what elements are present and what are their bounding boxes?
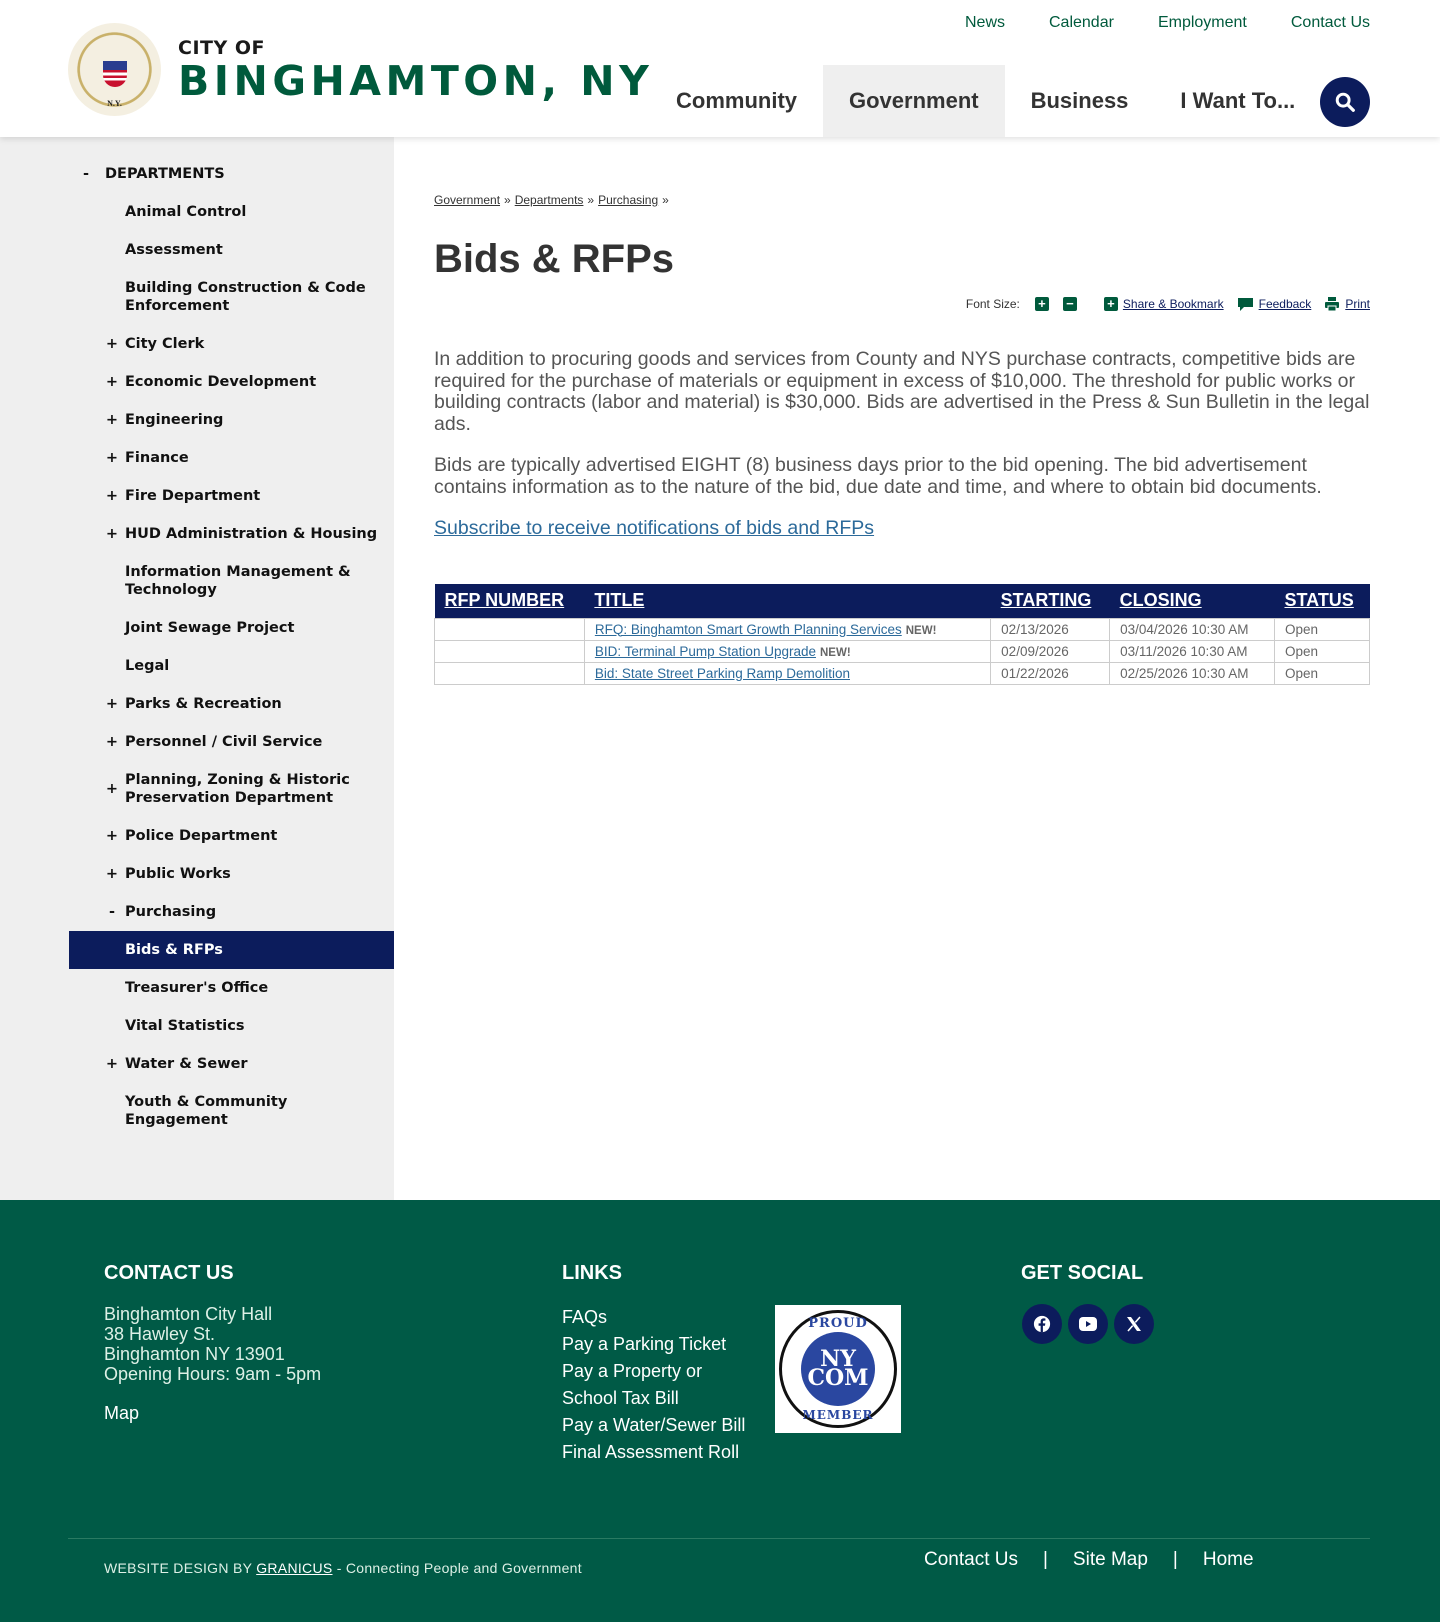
sidebar-item-label: Water & Sewer [125, 1056, 248, 1072]
facebook-icon [1033, 1315, 1051, 1333]
title-cell [584, 640, 990, 662]
footer-contact-address: Binghamton City Hall 38 Hawley St. Binghamton NY 13901 Opening Hours: 9am - 5pm [104, 1304, 322, 1384]
sidebar-item-parks-recreation[interactable] [69, 685, 394, 723]
sidebar-item-building-construction-code-enforcement[interactable] [69, 269, 394, 325]
utility-link-news[interactable]: News [964, 14, 1005, 31]
expand-toggle-icon[interactable]: + [105, 734, 119, 750]
breadcrumb-departments[interactable]: Departments [514, 193, 584, 207]
footer-bottom-links: Contact Us | Site Map | Home [924, 1549, 1254, 1570]
sidebar-item-label: Joint Sewage Project [125, 620, 295, 636]
sidebar-item-label: City Clerk [125, 336, 205, 352]
sidebar-item-hud-administration-housing[interactable] [69, 515, 394, 553]
sidebar-item-economic-development[interactable] [69, 363, 394, 401]
starting-cell: 02/13/2026 [991, 618, 1110, 640]
closing-cell: 02/25/2026 10:30 AM [1110, 662, 1275, 684]
sidebar-item-label: Personnel / Civil Service [125, 734, 323, 750]
sidebar-item-departments[interactable]: - DEPARTMENTS [83, 166, 225, 182]
sort-closing[interactable]: CLOSING [1119, 590, 1202, 611]
font-size-label: Font Size: [965, 297, 1020, 311]
footer-bottom-home[interactable]: Home [1202, 1549, 1254, 1570]
status-cell: Open [1274, 640, 1369, 662]
sidebar [0, 137, 394, 1200]
footer-links-title: LINKS [562, 1262, 622, 1284]
footer-bottom-site-map[interactable]: Site Map [1072, 1549, 1148, 1570]
sidebar-item-animal-control[interactable] [69, 193, 394, 231]
sidebar-item-planning-zoning-historic-preservation-department[interactable] [69, 761, 394, 817]
print [1325, 297, 1370, 311]
x-icon [1126, 1316, 1142, 1332]
feedback [1238, 297, 1312, 311]
utility-link-contact-us[interactable]: Contact Us [1290, 14, 1370, 31]
x-twitter-button[interactable] [1114, 1304, 1154, 1344]
sidebar-item-label: Public Works [125, 866, 231, 882]
sidebar-item-public-works[interactable] [69, 855, 394, 893]
expand-toggle-icon[interactable]: + [105, 1056, 119, 1072]
bid-title-link[interactable]: RFQ: Binghamton Smart Growth Planning Services [594, 621, 902, 637]
utility-link-employment[interactable]: Employment [1157, 14, 1247, 31]
utility-nav [921, 14, 1370, 32]
font-increase-button[interactable]: + [1035, 297, 1049, 311]
footer-link-faqs[interactable]: FAQs [562, 1307, 608, 1327]
expand-toggle-icon[interactable]: + [105, 374, 119, 390]
sidebar-item-purchasing[interactable] [69, 893, 394, 931]
sidebar-item-assessment[interactable] [69, 231, 394, 269]
sidebar-item-label: Legal [125, 658, 170, 674]
sidebar-item-engineering[interactable] [69, 401, 394, 439]
table-header-row [435, 584, 1370, 618]
sidebar-item-label: Fire Department [125, 488, 261, 504]
sidebar-item-label: Vital Statistics [125, 1018, 245, 1034]
footer-link-water-sewer[interactable]: Pay a Water/Sewer Bill [562, 1415, 746, 1435]
sidebar-item-label: Animal Control [125, 204, 247, 220]
footer-link-assessment-roll[interactable]: Final Assessment Roll [562, 1442, 740, 1462]
table-row [435, 662, 1370, 684]
social-links [1022, 1304, 1154, 1344]
expand-toggle-icon[interactable]: + [105, 526, 119, 542]
new-badge: NEW! [905, 624, 937, 637]
nav-government[interactable]: Government [823, 65, 1005, 137]
intro-text [434, 349, 1370, 540]
footer-credit: WEBSITE DESIGN BY GRANICUS - Connecting People and Government [104, 1560, 582, 1576]
title-cell [584, 618, 990, 640]
expand-toggle-icon[interactable]: + [105, 412, 119, 428]
nav-business[interactable]: Business [1030, 88, 1129, 113]
sidebar-item-label: HUD Administration & Housing [125, 526, 378, 542]
youtube-button[interactable] [1068, 1304, 1108, 1344]
intro-paragraph-1: In addition to procuring goods and services from County and NYS purchase contracts, competitive bids are required for the purchase of materials or equipment in excess of $10,000. The threshold for public works or building contracts (labor and material) is $30,000. Bids are advertised in the Press & Sun Bulletin in the legal ads. [434, 348, 1370, 435]
footer-divider [68, 1538, 1370, 1539]
sidebar-item-information-management-technology[interactable] [69, 553, 394, 609]
expand-toggle-icon[interactable]: + [105, 828, 119, 844]
sort-status[interactable]: STATUS [1284, 590, 1354, 611]
sidebar-item-label: Purchasing [125, 904, 217, 920]
footer-links-list [562, 1304, 762, 1466]
title-cell [584, 662, 990, 684]
expand-toggle-icon[interactable]: + [105, 336, 119, 352]
nav-i-want-to[interactable]: I Want To... [1180, 88, 1296, 113]
sidebar-item-personnel-civil-service[interactable] [69, 723, 394, 761]
rfp-number-cell [435, 640, 585, 662]
collapse-toggle-icon[interactable]: - [83, 166, 90, 182]
closing-cell: 03/11/2026 10:30 AM [1110, 640, 1275, 662]
expand-toggle-icon[interactable]: + [105, 488, 119, 504]
sidebar-item-legal[interactable] [69, 647, 394, 685]
footer-bottom-contact-us[interactable]: Contact Us [924, 1549, 1018, 1570]
sidebar-item-youth-community-engagement[interactable] [69, 1083, 394, 1139]
site-footer [0, 1200, 1440, 1622]
search-button[interactable] [1320, 77, 1370, 127]
starting-cell: 02/09/2026 [991, 640, 1110, 662]
sort-starting[interactable]: STARTING [1000, 590, 1092, 611]
nycom-member-badge[interactable]: PROUD NY COM MEMBER [775, 1305, 901, 1433]
expand-toggle-icon[interactable]: + [105, 696, 119, 712]
sidebar-item-treasurer-s-office[interactable] [69, 969, 394, 1007]
footer-map-link[interactable]: Map [104, 1403, 140, 1423]
sidebar-item-label: Youth & Community Engagement [125, 1094, 288, 1128]
breadcrumb-purchasing[interactable]: Purchasing [598, 193, 659, 207]
font-decrease-button[interactable]: − [1063, 297, 1077, 311]
feedback-link[interactable]: Feedback [1258, 297, 1312, 311]
intro-paragraph-2: Bids are typically advertised EIGHT (8) business days prior to the bid opening. The bid advertisement contains information as to the nature of the bid, due date and time, and where to obtain bid documents. [434, 454, 1322, 498]
facebook-button[interactable] [1022, 1304, 1062, 1344]
starting-cell: 01/22/2026 [991, 662, 1110, 684]
nav-community[interactable]: Community [676, 88, 797, 113]
share-plus-icon: + [1104, 297, 1118, 311]
sidebar-item-label: Engineering [125, 412, 224, 428]
share-bookmark-link[interactable]: Share & Bookmark [1122, 297, 1224, 311]
breadcrumb-government[interactable]: Government [434, 193, 501, 207]
sort-title[interactable]: TITLE [594, 590, 645, 611]
granicus-link[interactable]: GRANICUS [256, 1560, 333, 1576]
expand-toggle-icon[interactable]: + [105, 450, 119, 466]
bid-title-link[interactable]: Bid: State Street Parking Ramp Demolition [594, 665, 850, 681]
closing-cell: 03/04/2026 10:30 AM [1110, 618, 1275, 640]
site-logo[interactable] [68, 23, 653, 116]
breadcrumb: Government » Departments » Purchasing » [434, 193, 669, 207]
subscribe-link[interactable]: Subscribe to receive notifications of bids and RFPs [434, 517, 875, 539]
sidebar-item-label: Information Management & Technology [125, 564, 351, 598]
footer-social-title: GET SOCIAL [1021, 1262, 1144, 1284]
sidebar-item-city-clerk[interactable] [69, 325, 394, 363]
sidebar-item-label: Finance [125, 450, 189, 466]
page-tools [966, 297, 1370, 311]
site-header [0, 0, 1440, 137]
sort-rfp-number[interactable]: RFP NUMBER [444, 590, 565, 611]
expand-toggle-icon[interactable]: + [105, 866, 119, 882]
sidebar-item-finance[interactable] [69, 439, 394, 477]
sidebar-item-label: Economic Development [125, 374, 317, 390]
bids-table [434, 584, 1370, 685]
rfp-number-cell [435, 662, 585, 684]
footer-link-property-tax[interactable]: Pay a Property or School Tax Bill [562, 1361, 703, 1408]
status-cell: Open [1274, 618, 1369, 640]
sidebar-item-label: Treasurer's Office [125, 980, 269, 996]
sidebar-nav [69, 155, 394, 1139]
expand-toggle-icon[interactable]: + [105, 781, 119, 797]
sidebar-item-police-department[interactable] [69, 817, 394, 855]
table-row [435, 618, 1370, 640]
status-cell: Open [1274, 662, 1369, 684]
bid-title-link[interactable]: BID: Terminal Pump Station Upgrade [594, 643, 816, 659]
print-link[interactable]: Print [1345, 297, 1370, 311]
footer-contact-title: CONTACT US [104, 1262, 234, 1284]
logo-city-of: CITY OF [178, 36, 265, 59]
sidebar-item-joint-sewage-project[interactable] [69, 609, 394, 647]
sidebar-item-water-sewer[interactable] [69, 1045, 394, 1083]
sidebar-item-vital-statistics[interactable] [69, 1007, 394, 1045]
sidebar-item-label: Assessment [125, 242, 223, 258]
table-row [435, 640, 1370, 662]
footer-link-parking-ticket[interactable]: Pay a Parking Ticket [562, 1334, 727, 1354]
printer-icon [1325, 297, 1339, 311]
sidebar-item-fire-department[interactable] [69, 477, 394, 515]
sidebar-item-label: Police Department [125, 828, 278, 844]
youtube-icon [1079, 1317, 1097, 1331]
sidebar-item-label: Bids & RFPs [125, 942, 223, 958]
sidebar-item-label: Parks & Recreation [125, 696, 282, 712]
share-bookmark [1104, 297, 1224, 311]
new-badge: NEW! [819, 646, 851, 659]
page-title: Bids & RFPs [434, 237, 675, 281]
sidebar-item-label: Planning, Zoning & Historic Preservation Department [125, 772, 350, 806]
comment-icon [1238, 298, 1253, 311]
utility-link-calendar[interactable]: Calendar [1049, 14, 1114, 31]
sidebar-item-label: Building Construction & Code Enforcement [125, 280, 366, 314]
main-nav [650, 65, 1321, 137]
search-icon [1334, 91, 1356, 113]
collapse-toggle-icon[interactable]: - [108, 904, 116, 920]
city-seal-icon: N.Y. [68, 23, 161, 116]
logo-city-name: BINGHAMTON, NY [178, 56, 654, 105]
sidebar-item-bids-rfps[interactable] [69, 931, 394, 969]
rfp-number-cell [435, 618, 585, 640]
